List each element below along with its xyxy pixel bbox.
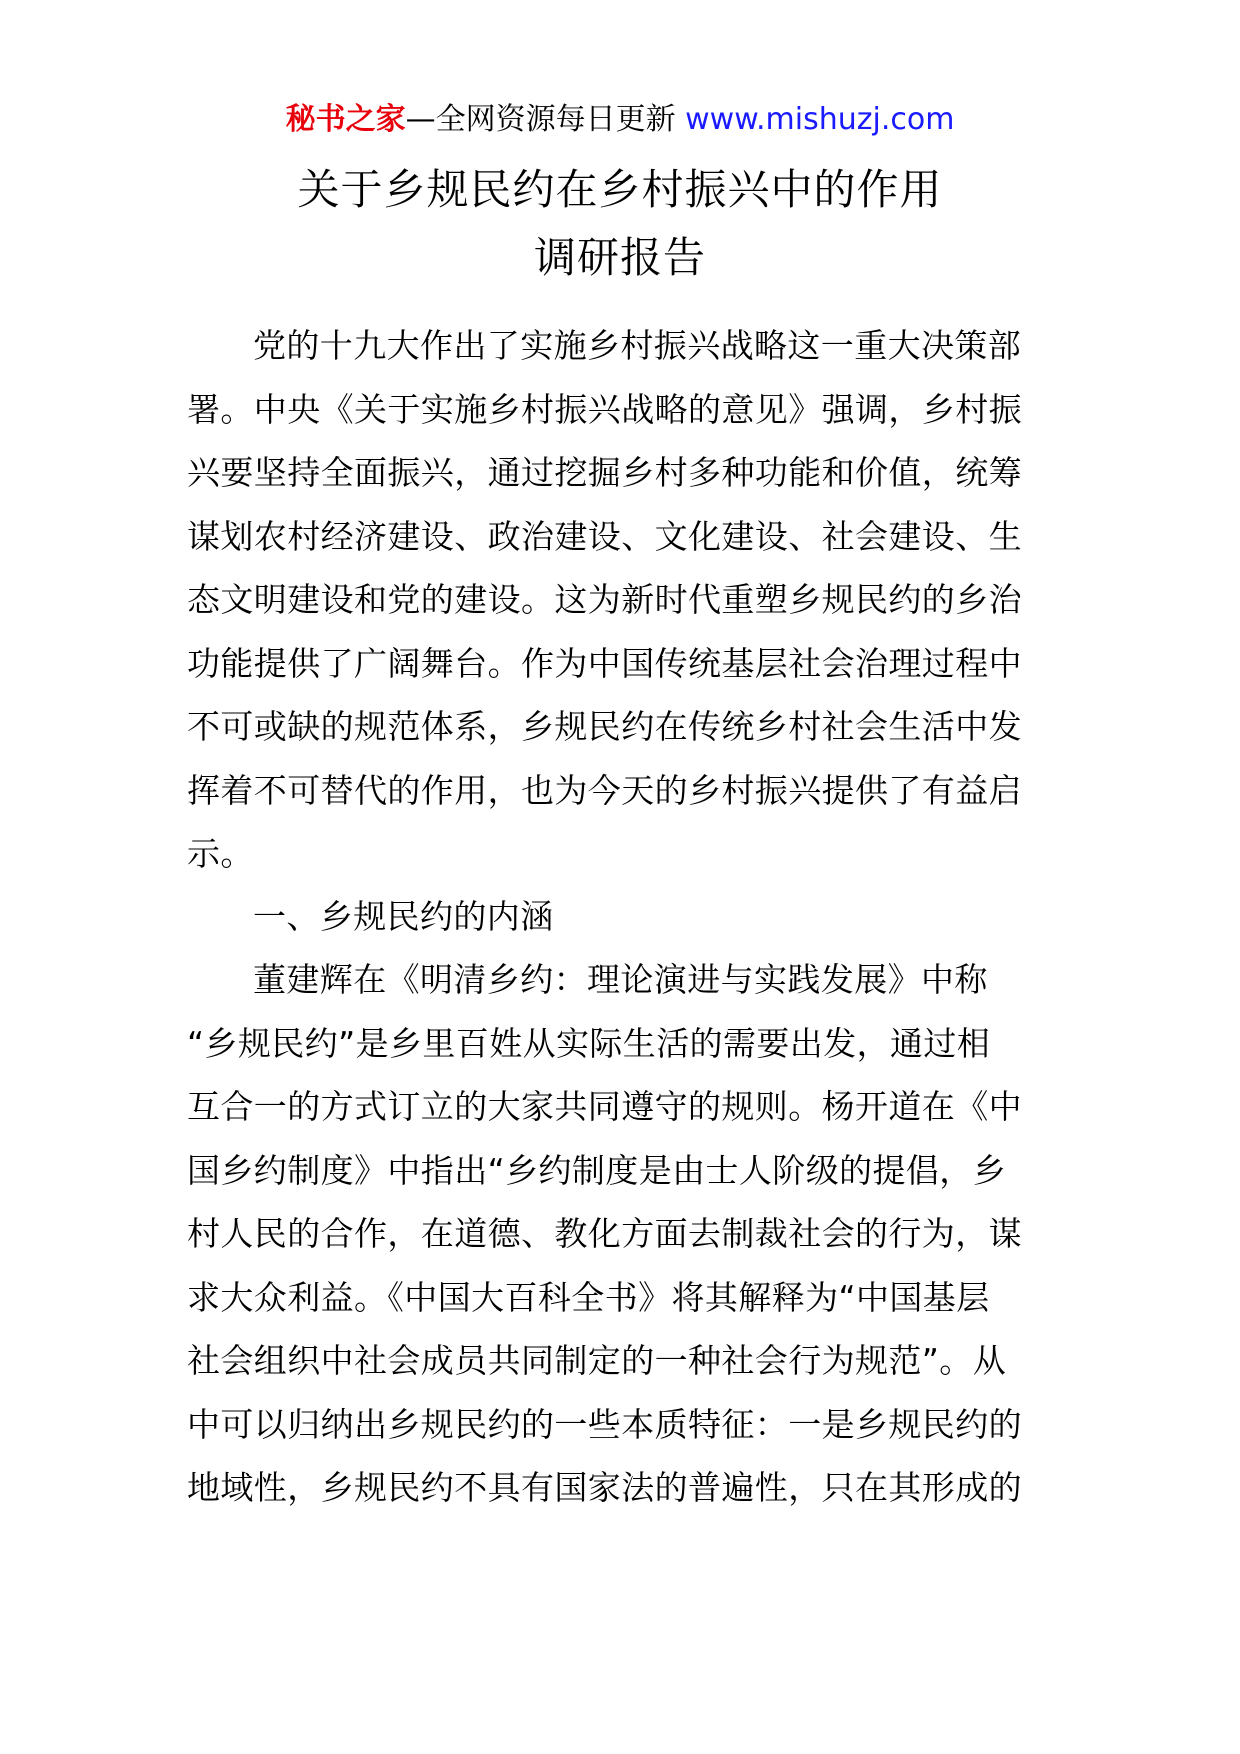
- site-url-link[interactable]: www.mishuzj.com: [685, 102, 955, 137]
- brand-name: 秘书之家: [285, 102, 406, 137]
- paragraph-line: 署。中央《关于实施乡村振兴战略的意见》强调，乡村振: [187, 389, 1022, 429]
- paragraph-line: “乡规民约”是乡里百姓从实际生活的需要出发，通过相: [187, 1023, 991, 1063]
- paragraph-line: 不可或缺的规范体系，乡规民约在传统乡村社会生活中发: [187, 707, 1022, 746]
- paragraph-line: 求大众利益。《中国大百科全书》将其解释为“中国基层: [187, 1277, 990, 1317]
- paragraph-line: 功能提供了广阔舞台。作为中国传统基层社会治理过程中: [187, 643, 1022, 683]
- section-heading: [187, 885, 1057, 949]
- paragraph-line: 互合一的方式订立的大家共同遵守的规则。杨开道在《中: [187, 1087, 1022, 1126]
- document-title-line-2: 调研报告: [533, 233, 706, 282]
- paragraph-line: 社会组织中社会成员共同制定的一种社会行为规范”。从: [187, 1341, 1007, 1380]
- paragraph-intro: [187, 314, 1057, 886]
- paragraph-line: 党的十九大作出了实施乡村振兴战略这一重大决策部: [253, 326, 1022, 365]
- paragraph-line: 态文明建设和党的建设。这为新时代重塑乡规民约的乡治: [187, 580, 1022, 619]
- paragraph-definition: [187, 948, 1057, 1520]
- paragraph-line: 地域性，乡规民约不具有国家法的普遍性，只在其形成的: [187, 1468, 1022, 1507]
- paragraph-line: 村人民的合作，在道德、教化方面去制裁社会的行为，谋: [187, 1214, 1022, 1253]
- header-tagline: —全网资源每日更新: [405, 102, 676, 137]
- section-heading-text: 一、乡规民约的内涵: [253, 897, 554, 936]
- paragraph-line: 董建辉在《明清乡约：理论演进与实践发展》中称: [253, 960, 988, 999]
- paragraph-line: 中可以归纳出乡规民约的一些本质特征：一是乡规民约的: [187, 1404, 1022, 1444]
- paragraph-line: 兴要坚持全面振兴，通过挖掘乡村多种功能和价值，统筹: [187, 453, 1022, 492]
- paragraph-line: 国乡约制度》中指出“乡约制度是由士人阶级的提倡，乡: [187, 1150, 1007, 1190]
- paragraph-line: 示。: [187, 834, 254, 873]
- paragraph-line: 谋划农村经济建设、政治建设、文化建设、社会建设、生: [187, 516, 1022, 556]
- site-header: [0, 98, 1240, 142]
- document-title-line-1: 关于乡规民约在乡村振兴中的作用: [297, 165, 943, 214]
- paragraph-line: 挥着不可替代的作用，也为今天的乡村振兴提供了有益启: [187, 770, 1022, 810]
